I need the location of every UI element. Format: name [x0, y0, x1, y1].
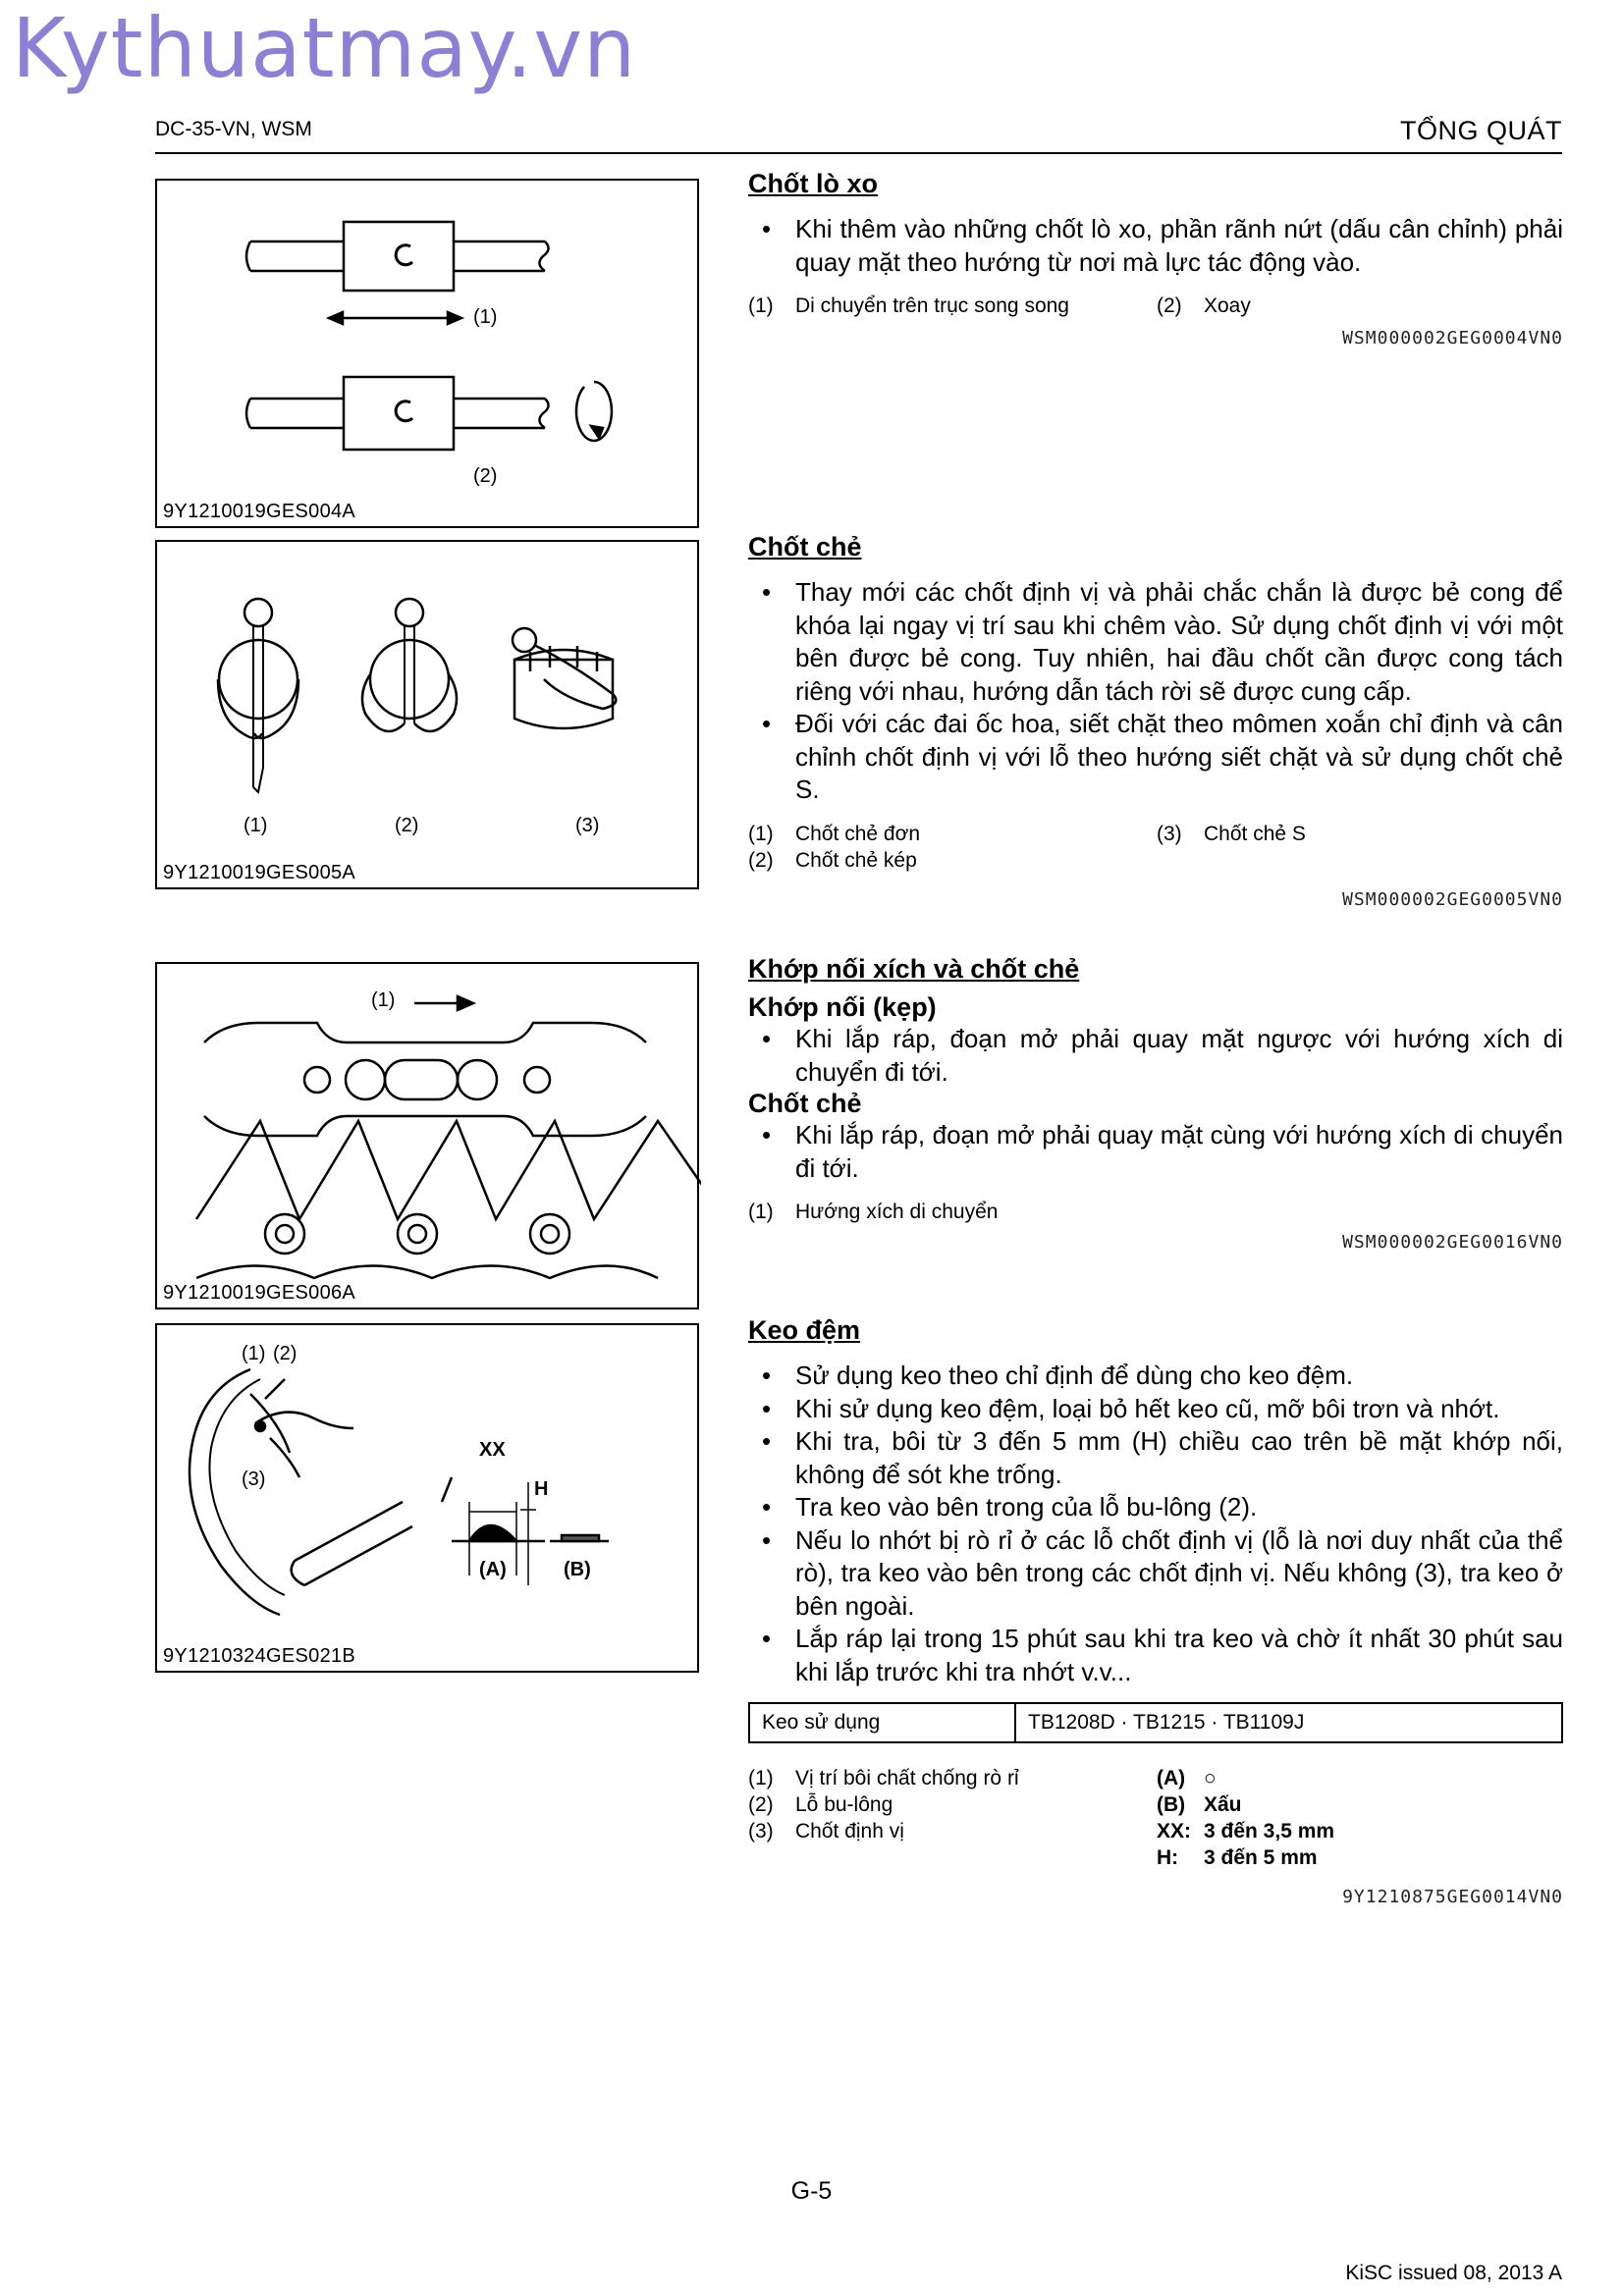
section-heading: Khớp nối xích và chốt chẻ	[748, 954, 1080, 984]
bullet-item: • Tra keo vào bên trong của lỗ bu-lông (2).	[748, 1491, 1563, 1524]
section-heading: Keo đệm	[748, 1315, 861, 1345]
sealant-table	[748, 1702, 1563, 1743]
chain-drawing	[157, 964, 701, 1311]
section-heading: Chốt chẻ	[748, 532, 862, 561]
table-row	[749, 1703, 1562, 1742]
reference-code: WSM000002GEG0016VN0	[1342, 1232, 1563, 1253]
legend-item: (A) ○	[1157, 1767, 1217, 1789]
legend-item: (B) Xấu	[1157, 1793, 1242, 1816]
figure-label-1: (1)	[473, 306, 498, 328]
figure-label-2: (2)	[273, 1343, 298, 1364]
legend-item: XX: 3 đến 3,5 mm	[1157, 1820, 1335, 1842]
figure-label-2: (2)	[395, 815, 419, 836]
bullet-item: • Khi thêm vào những chốt lò xo, phần rãnh nứt (dấu cân chỉnh) phải quay mặt theo hướng từ nơi mà lực tác động vào.	[748, 213, 1563, 279]
legend-item: (2) Chốt chẻ kép	[748, 848, 917, 872]
figure-label-xx: XX	[479, 1439, 506, 1461]
cotter-pin-drawing	[157, 542, 701, 891]
section-cotter-pin	[748, 532, 1563, 910]
bullet-list	[748, 213, 1563, 279]
section-spring-pin	[748, 169, 1563, 348]
legend-item: (3) Chốt chẻ S	[1157, 822, 1306, 845]
table-cell-value: TB1208D · TB1215 · TB1109J	[1015, 1703, 1562, 1742]
doc-code: DC-35-VN, WSM	[155, 118, 312, 140]
bullet-list	[748, 1023, 1563, 1089]
legend-item: (1) Chốt chẻ đơn	[748, 822, 921, 845]
bullet-list	[748, 1360, 1563, 1688]
sealant-drawing	[157, 1325, 701, 1675]
bullet-item: • Đối với các đai ốc hoa, siết chặt theo mômen xoắn chỉ định và cân chỉnh chốt định vị với lỗ theo hướng siết chặt và sử dụng chốt chẻ S.	[748, 708, 1563, 807]
figure-label-3: (3)	[575, 815, 600, 836]
bullet-item: • Lắp ráp lại trong 15 phút sau khi tra keo và chờ ít nhất 30 phút sau khi lắp trước khi tra nhớt v.v...	[748, 1623, 1563, 1688]
legend	[748, 293, 1563, 322]
legend-item: (3) Chốt định vị	[748, 1820, 904, 1842]
reference-code: WSM000002GEG0004VN0	[1342, 328, 1563, 348]
bullet-item: • Khi lắp ráp, đoạn mở phải quay mặt cùng với hướng xích di chuyển đi tới.	[748, 1119, 1563, 1185]
sub-heading: Chốt chẻ	[748, 1089, 862, 1118]
legend-item: (2) Lỗ bu-lông	[748, 1793, 893, 1816]
figure-code: 9Y1210324GES021B	[163, 1645, 356, 1667]
issue-info: KiSC issued 08, 2013 A	[1345, 2262, 1562, 2284]
page-number: G-5	[790, 2177, 833, 2205]
legend	[748, 1765, 1563, 1871]
spring-pin-drawing	[157, 181, 701, 530]
bullet-item: • Sử dụng keo theo chỉ định để dùng cho keo đệm.	[748, 1360, 1563, 1393]
bullet-item: • Khi tra, bôi từ 3 đến 5 mm (H) chiều cao trên bề mặt khớp nối, không để sót khe trống.	[748, 1425, 1563, 1491]
section-chain-joint	[748, 954, 1563, 1253]
legend	[748, 1199, 1563, 1228]
figure-sealant	[155, 1323, 699, 1673]
reference-code: 9Y1210875GEG0014VN0	[1342, 1887, 1563, 1907]
watermark-logo: Kythuatmay.vn	[12, 0, 637, 96]
bullet-item: • Nếu lo nhớt bị rò rỉ ở các lỗ chốt định vị (lỗ là nơi duy nhất của thể rò), tra keo vào bên trong các chốt định vị. Nếu không (3), tra keo ở bên ngoài.	[748, 1524, 1563, 1624]
figure-code: 9Y1210019GES004A	[163, 501, 356, 522]
legend-item: (1) Di chuyển trên trục song song	[748, 294, 1069, 317]
sub-heading: Khớp nối (kẹp)	[748, 992, 937, 1022]
legend-item: H: 3 đến 5 mm	[1157, 1846, 1318, 1869]
section-heading: Chốt lò xo	[748, 169, 878, 198]
legend-item: (2) Xoay	[1157, 294, 1251, 317]
figure-cotter-pin	[155, 540, 699, 889]
bullet-item: • Thay mới các chốt định vị và phải chắc chắn là được bẻ cong để khóa lại ngay vị trí sau khi chêm vào. Sử dụng chốt định vị với một bên được bẻ cong. Tuy nhiên, hai đầu chốt cần được cong tách riêng với nhau, hướng dẫn tách rời sẽ được cung cấp.	[748, 576, 1563, 708]
bullet-list	[748, 576, 1563, 807]
bullet-item: • Khi sử dụng keo đệm, loại bỏ hết keo cũ, mỡ bôi trơn và nhớt.	[748, 1393, 1563, 1426]
figure-label-1: (1)	[371, 989, 396, 1011]
figure-label-a: (A)	[479, 1559, 507, 1580]
legend-item: (1) Vị trí bôi chất chống rò rỉ	[748, 1767, 1019, 1789]
figure-code: 9Y1210019GES005A	[163, 862, 356, 883]
figure-chain	[155, 962, 699, 1309]
figure-label-3: (3)	[242, 1468, 266, 1490]
legend	[748, 821, 1563, 874]
section-sealant	[748, 1315, 1563, 1907]
table-cell-label: Keo sử dụng	[749, 1703, 1015, 1742]
figure-code: 9Y1210019GES006A	[163, 1282, 356, 1304]
figure-label-2: (2)	[473, 465, 498, 487]
figure-label-h: H	[534, 1478, 549, 1500]
reference-code: WSM000002GEG0005VN0	[1342, 888, 1563, 910]
bullet-item: • Khi lắp ráp, đoạn mở phải quay mặt ngược với hướng xích di chuyển đi tới.	[748, 1023, 1563, 1089]
bullet-list	[748, 1119, 1563, 1185]
figure-spring-pin	[155, 179, 699, 528]
figure-label-1: (1)	[242, 1343, 266, 1364]
header-divider	[155, 152, 1562, 154]
section-title: TỔNG QUÁT	[1400, 116, 1562, 145]
figure-label-1: (1)	[243, 815, 268, 836]
legend-item: (1) Hướng xích di chuyển	[748, 1201, 999, 1223]
figure-label-b: (B)	[564, 1559, 591, 1580]
